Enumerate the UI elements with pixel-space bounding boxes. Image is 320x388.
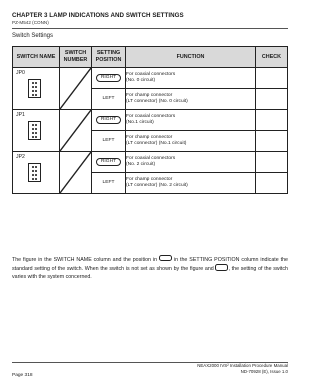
function-line: For coaxial connectors: [126, 155, 176, 161]
switch-name-cell: [13, 110, 60, 152]
switch-number-cell: [60, 110, 92, 152]
function-line: For champ connector: [126, 92, 173, 98]
col-check: CHECK: [256, 47, 288, 68]
jumper-pin: [35, 124, 37, 126]
function-line: (No. 2 circuit): [126, 162, 156, 167]
function-cell: [126, 152, 256, 173]
switch-name-cell: [13, 68, 60, 110]
card-name: PZ-M542 (CONN): [12, 19, 49, 25]
setting-position-cell: [92, 89, 126, 110]
jumper-pin: [32, 128, 34, 130]
position-label: LEFT: [102, 179, 115, 185]
switch-settings-table: [12, 46, 288, 194]
jumper-pin: [35, 170, 37, 172]
blank-position-symbol: [159, 255, 172, 261]
empty-cell-diagonal: [60, 68, 91, 109]
switch-name: JP2: [16, 154, 25, 160]
empty-cell-diagonal: [60, 152, 91, 193]
position-label: LEFT: [102, 95, 115, 101]
function-line: (LT connector) (No.1 circuit): [126, 141, 187, 146]
note-text-1: The figure in the SWITCH NAME column and the position in: [12, 256, 158, 263]
col-switch-number: SWITCH NUMBER: [60, 47, 92, 68]
switch-name: JP0: [16, 70, 25, 76]
jumper-pin: [32, 90, 34, 92]
page-number: Page 318: [12, 373, 33, 378]
check-cell: [256, 68, 288, 89]
col-switch-name: SWITCH NAME: [13, 47, 60, 68]
setting-position-cell: [92, 173, 126, 194]
function-line: (LT connector) (No. 2 circuit): [126, 183, 188, 188]
jumper-pin: [32, 132, 34, 134]
check-cell: [256, 152, 288, 173]
col-setting-position: SETTING POSITION: [92, 47, 126, 68]
jumper-pin: [32, 82, 34, 84]
document-number: ND-70928 (E), Issue 1.0: [240, 368, 288, 374]
jumper-pin: [32, 174, 34, 176]
jumper-pin: [35, 128, 37, 130]
function-cell: [126, 110, 256, 131]
check-cell: [256, 89, 288, 110]
empty-cell-diagonal: [60, 110, 91, 151]
function-line: For coaxial connectors: [126, 113, 176, 119]
setting-position-cell: [92, 131, 126, 152]
jumper-pin: [35, 94, 37, 96]
jumper-pin: [32, 170, 34, 172]
jumper-pin: [32, 136, 34, 138]
function-line: (LT connector) (No. 0 circuit): [126, 99, 188, 104]
check-cell: [256, 110, 288, 131]
page-header: [12, 12, 288, 26]
col-function: FUNCTION: [126, 47, 256, 68]
function-line: (No.1 circuit): [126, 120, 154, 125]
table-row: [13, 152, 288, 173]
jumper-figure: [28, 121, 41, 140]
switch-name: JP1: [16, 112, 25, 118]
note-text-3: , the setting of the switch varies with the system concerned.: [12, 266, 288, 280]
jumper-figure: [28, 163, 41, 182]
jumper-pin: [32, 124, 34, 126]
jumper-pin: [35, 166, 37, 168]
jumper-pin: [32, 94, 34, 96]
jumper-pin: [32, 86, 34, 88]
blank-position-symbol: [215, 264, 228, 270]
function-cell: [126, 68, 256, 89]
table-header-row: [13, 47, 288, 68]
function-cell: [126, 131, 256, 152]
switch-number-cell: [60, 68, 92, 110]
switch-number-cell: [60, 152, 92, 194]
standard-position-label: RIGHT: [96, 158, 120, 167]
jumper-pin: [35, 132, 37, 134]
product-name: NEAX2000 IVS² Installation Procedure Manual: [197, 363, 288, 368]
footer-right: [197, 363, 288, 374]
section-title: Switch Settings: [12, 33, 54, 39]
standard-position-label: RIGHT: [96, 74, 120, 83]
setting-position-cell: [92, 68, 126, 89]
function-cell: [126, 89, 256, 110]
standard-position-label: RIGHT: [96, 116, 120, 125]
jumper-pin: [35, 174, 37, 176]
header-rule: [12, 28, 288, 29]
setting-note: [12, 255, 288, 281]
function-line: For coaxial connectors: [126, 71, 176, 77]
function-cell: [126, 173, 256, 194]
jumper-pin: [35, 82, 37, 84]
jumper-pin: [35, 86, 37, 88]
switch-name-cell: [13, 152, 60, 194]
jumper-pin: [35, 136, 37, 138]
check-cell: [256, 173, 288, 194]
function-line: For champ connector: [126, 134, 173, 140]
jumper-pin: [35, 90, 37, 92]
table-row: [13, 110, 288, 131]
jumper-pin: [32, 178, 34, 180]
table-row: [13, 68, 288, 89]
note-text-2: in the SETTING POSITION column indicate the standard setting of the switch. When the switch is not set as shown by the figure and: [12, 256, 288, 273]
jumper-figure: [28, 79, 41, 98]
function-line: (No. 0 circuit): [126, 78, 156, 83]
position-label: LEFT: [102, 137, 115, 143]
chapter-title: CHAPTER 3 LAMP INDICATIONS AND SWITCH SETTINGS: [12, 12, 184, 19]
setting-position-cell: [92, 110, 126, 131]
check-cell: [256, 131, 288, 152]
jumper-pin: [35, 178, 37, 180]
setting-position-cell: [92, 152, 126, 173]
jumper-pin: [32, 166, 34, 168]
function-line: For champ connector: [126, 176, 173, 182]
